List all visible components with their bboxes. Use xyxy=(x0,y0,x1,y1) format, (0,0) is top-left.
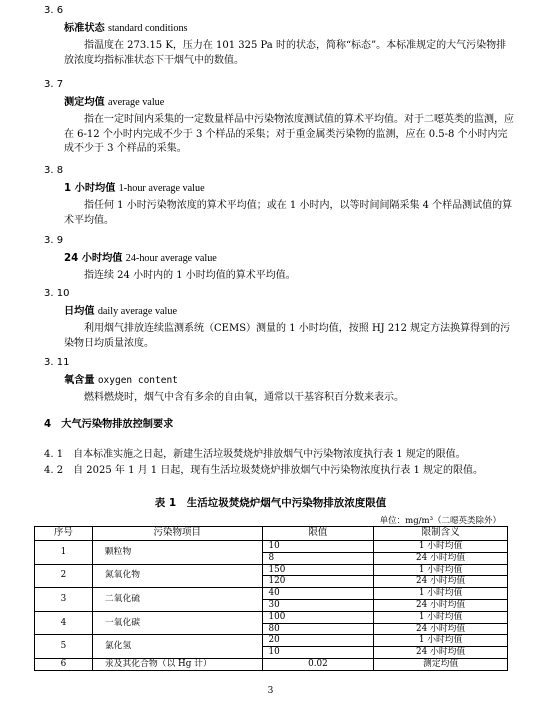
emission-limits-table xyxy=(34,526,508,671)
header-meaning: 限制含义 xyxy=(374,527,508,541)
row-number: 2 xyxy=(35,564,93,588)
limit-meaning: 24 小时均值 xyxy=(374,552,508,564)
term-en: oxygen content xyxy=(97,375,178,386)
limit-meaning: 1 小时均值 xyxy=(374,541,508,553)
limit-value: 30 xyxy=(262,599,374,611)
definition-3-6 xyxy=(44,4,514,68)
limit-value: 8 xyxy=(262,552,374,564)
term-definition: 指温度在 273.15 K，压力在 101 325 Pa 时的状态，简称“标态”。本标准规定的大气污染物排放浓度均指标准状态下干烟气中的数值。 xyxy=(64,40,507,66)
table-caption: 表 1 生活垃圾焚烧炉烟气中污染物排放浓度限值 xyxy=(154,497,387,509)
term-en: daily average value xyxy=(97,306,178,317)
section-4-heading: 4 大气污染物排放控制要求 xyxy=(44,419,174,430)
term-definition: 利用烟气排放连续监测系统（CEMS）测量的 1 小时均值，按照 HJ 212 规定方法换算得到的污染物日均质量浓度。 xyxy=(64,323,511,349)
clause-number: 3. 7 xyxy=(44,79,64,90)
pollutant-name: 二氧化硫 xyxy=(92,588,262,612)
limit-meaning: 24 小时均值 xyxy=(374,623,508,635)
pollutant-name: 氮氧化物 xyxy=(92,564,262,588)
term-zh: 日均值 xyxy=(64,306,95,317)
row-number: 1 xyxy=(35,541,93,565)
definition-3-11 xyxy=(44,356,514,406)
term-en: standard conditions xyxy=(108,23,188,34)
header-item: 污染物项目 xyxy=(92,527,262,541)
clause-number: 3. 10 xyxy=(44,288,70,299)
limit-value: 40 xyxy=(262,588,374,600)
limit-meaning: 测定均值 xyxy=(374,658,508,670)
term-zh: 氧含量 xyxy=(64,375,95,386)
definition-3-10 xyxy=(44,287,514,351)
term-title xyxy=(64,374,514,388)
table-row xyxy=(35,541,508,553)
limit-value: 20 xyxy=(262,635,374,647)
term-title xyxy=(64,305,514,319)
definition-3-7 xyxy=(44,78,514,157)
term-en: 1-hour average value xyxy=(118,183,205,194)
limit-value: 80 xyxy=(262,623,374,635)
term-definition: 指任何 1 小时污染物浓度的算术平均值；或在 1 小时内，以等时间间隔采集 4 个样品测试值的算术平均值。 xyxy=(64,200,513,226)
term-definition: 指连续 24 小时内的 1 小时均值的算术平均值。 xyxy=(84,270,296,281)
row-number: 3 xyxy=(35,588,93,612)
table-row xyxy=(35,635,508,647)
limit-meaning: 24 小时均值 xyxy=(374,599,508,611)
limit-meaning: 24 小时均值 xyxy=(374,647,508,659)
limit-value: 0.02 xyxy=(262,658,374,670)
limit-meaning: 1 小时均值 xyxy=(374,611,508,623)
clause-number: 3. 9 xyxy=(44,235,64,246)
limit-value: 100 xyxy=(262,611,374,623)
definition-3-9 xyxy=(44,234,514,284)
term-definition: 指在一定时间内采集的一定数量样品中污染物浓度测试值的算术平均值。对于二噁英类的监测，应在 6-12 个小时内完成不少于 3 个样品的采集；对于重金属类污染物的监测，应在 0.5-8 个小时内完成不少于 3 个样品的采集。 xyxy=(64,114,514,154)
term-zh: 标准状态 xyxy=(64,23,105,34)
definition-3-8 xyxy=(44,164,514,228)
term-title xyxy=(64,96,514,110)
limit-meaning: 24 小时均值 xyxy=(374,576,508,588)
pollutant-name: 汞及其化合物（以 Hg 计） xyxy=(92,658,262,670)
table-row xyxy=(35,564,508,576)
limit-meaning: 1 小时均值 xyxy=(374,588,508,600)
row-number: 4 xyxy=(35,611,93,635)
pollutant-name: 一氧化碳 xyxy=(92,611,262,635)
limit-value: 10 xyxy=(262,647,374,659)
term-definition: 燃料燃烧时，烟气中含有多余的自由氧，通常以干基容积百分数来表示。 xyxy=(84,392,404,403)
table-header-row xyxy=(35,527,508,541)
limit-meaning: 1 小时均值 xyxy=(374,635,508,647)
pollutant-name: 氯化氢 xyxy=(92,635,262,659)
table-row xyxy=(35,611,508,623)
limit-meaning: 1 小时均值 xyxy=(374,564,508,576)
clause-number: 3. 6 xyxy=(44,5,64,16)
table-row xyxy=(35,588,508,600)
limit-value: 150 xyxy=(262,564,374,576)
limit-value: 120 xyxy=(262,576,374,588)
page-number: 3 xyxy=(267,686,274,696)
limit-value: 10 xyxy=(262,541,374,553)
term-zh: 测定均值 xyxy=(64,97,105,108)
table-row xyxy=(35,658,508,670)
clause-4-1: 4. 1 自本标准实施之日起，新建生活垃圾焚烧炉排放烟气中污染物浓度执行表 1 规定的限值。 xyxy=(44,449,466,460)
term-title xyxy=(64,252,514,266)
clause-number: 3. 8 xyxy=(44,165,64,176)
term-title xyxy=(64,22,514,36)
header-no: 序号 xyxy=(35,527,93,541)
term-title xyxy=(64,182,514,196)
row-number: 6 xyxy=(35,658,93,670)
header-limit: 限值 xyxy=(262,527,374,541)
pollutant-name: 颗粒物 xyxy=(92,541,262,565)
term-zh: 24 小时均值 xyxy=(64,253,123,264)
table-unit-note: 单位：mg/m³（二噁英类除外） xyxy=(379,516,501,526)
term-en: 24-hour average value xyxy=(125,253,217,264)
clause-4-2: 4. 2 自 2025 年 1 月 1 日起，现有生活垃圾焚烧炉排放烟气中污染物浓度执行表 1 规定的限值。 xyxy=(44,465,484,476)
term-en: average value xyxy=(108,97,165,108)
term-zh: 1 小时均值 xyxy=(64,183,116,194)
clause-number: 3. 11 xyxy=(44,357,70,368)
row-number: 5 xyxy=(35,635,93,659)
